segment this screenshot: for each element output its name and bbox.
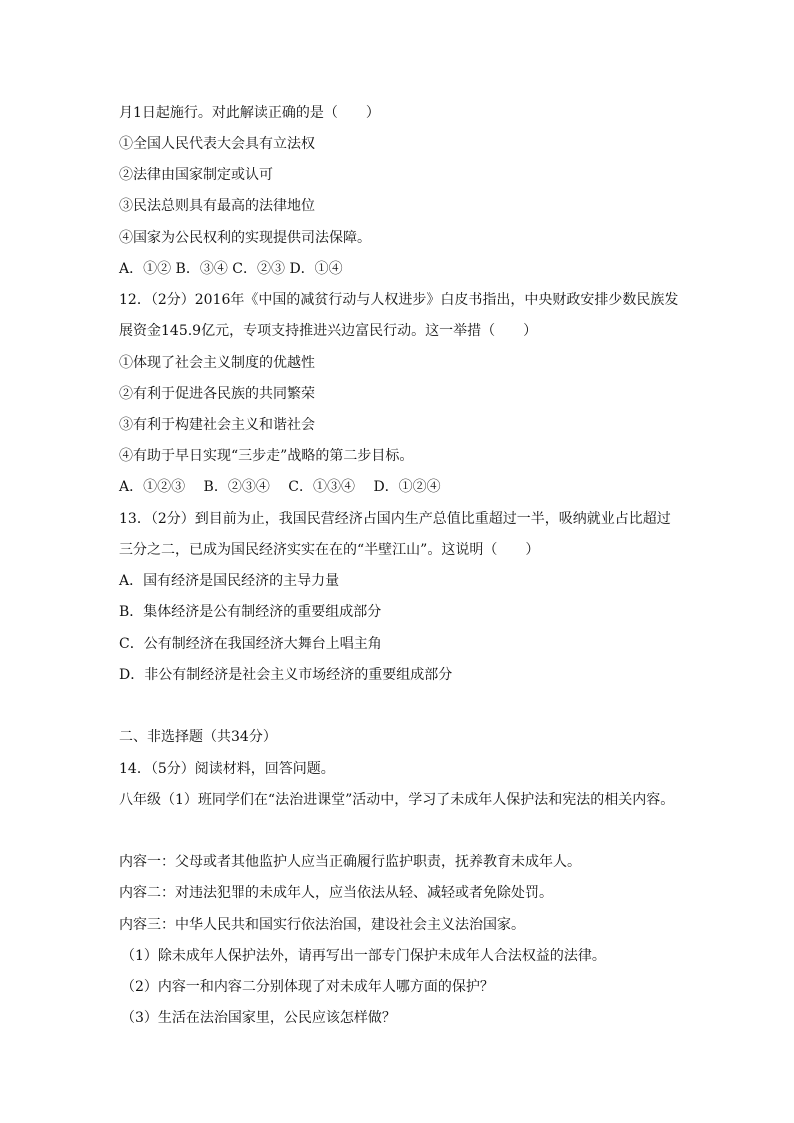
q12-option-2: ②有利于促进各民族的共同繁荣 [119,386,315,402]
q11-option-4: ④国家为公民权利的实现提供司法保障。 [119,230,371,246]
q11-stem-continuation: 月1日起施行。对此解读正确的是（ ） [119,105,380,121]
q14-material: 八年级（1）班同学们在“法治进课堂”活动中，学习了未成年人保护法和宪法的相关内容。 [119,792,675,808]
q14-subquestion-2: （2）内容一和内容二分别体现了对未成年人哪方面的保护？ [121,979,494,995]
q12-stem-line-1: 12．（2分）2016年《中国的减贫行动与人权进步》白皮书指出，中央财政安排少数民族发 [119,292,679,308]
q13-option-c: C．公有制经济在我国经济大舞台上唱主角 [119,636,382,652]
q14-content-3: 内容三：中华人民共和国实行依法治国，建设社会主义法治国家。 [119,917,525,933]
q11-option-3: ③民法总则具有最高的法律地位 [119,198,315,214]
q13-stem-line-2: 三分之二，已成为国民经济实实在在的“半壁江山”。这说明（ ） [119,542,540,558]
q12-choices: A．①②③ B．②③④ C．①③④ D．①②④ [119,479,441,495]
q14-subquestion-3: （3）生活在法治国家里，公民应该怎样做？ [121,1010,396,1026]
q14-content-1: 内容一：父母或者其他监护人应当正确履行监护职责，抚养教育未成年人。 [119,854,581,870]
section-2-title: 二、非选择题（共34分） [119,729,277,745]
q14-stem: 14．（5分）阅读材料，回答问题。 [119,761,335,777]
q12-option-4: ④有助于早日实现“三步走”战略的第二步目标。 [119,448,414,464]
q13-option-a: A．国有经济是国民经济的主导力量 [119,573,340,589]
q13-stem-line-1: 13．（2分）到目前为止，我国民营经济占国内生产总值比重超过一半，吸纳就业占比超过 [119,511,671,527]
q12-stem-line-2: 展资金145.9亿元，专项支持推进兴边富民行动。这一举措（ ） [119,323,538,339]
q13-option-d: D．非公有制经济是社会主义市场经济的重要组成部分 [119,667,453,683]
q14-content-2: 内容二：对违法犯罪的未成年人，应当依法从轻、减轻或者免除处罚。 [119,885,553,901]
q11-choices: A．①② B．③④ C．②③ D．①④ [119,261,343,277]
q11-option-2: ②法律由国家制定或认可 [119,167,273,183]
q13-option-b: B．集体经济是公有制经济的重要组成部分 [119,604,382,620]
q14-subquestion-1: （1）除未成年人保护法外，请再写出一部专门保护未成年人合法权益的法律。 [121,948,606,964]
q12-option-1: ①体现了社会主义制度的优越性 [119,355,315,371]
q12-option-3: ③有利于构建社会主义和谐社会 [119,417,315,433]
q11-option-1: ①全国人民代表大会具有立法权 [119,136,315,152]
